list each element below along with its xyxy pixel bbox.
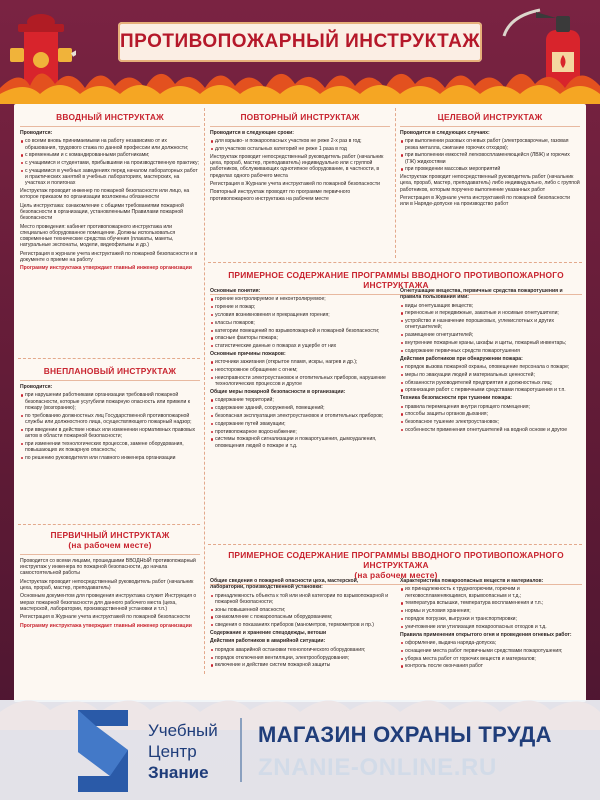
poster-title: ПРОТИВОПОЖАРНЫЙ ИНСТРУКТАЖ xyxy=(119,31,480,52)
list-item: меры по эвакуации людей и материальных ценностей; xyxy=(400,372,582,378)
list-item: при проведении массовых мероприятий xyxy=(400,166,580,172)
brand-name-line: Учебный xyxy=(148,721,218,740)
list-item: для взрыво- и пожароопасных участков не реже 2-х раз в год; xyxy=(210,138,390,144)
list-item: виды огнетушащих веществ; xyxy=(400,303,582,309)
section-title: ПРИМЕРНОЕ СОДЕРЖАНИЕ ПРОГРАММЫ ВВОДНОГО ПРОТИВОПОЖАРНОГО ИНСТРУКТАЖА xyxy=(228,270,564,290)
list-item: особенности применения огнетушителей на водной основе и другое xyxy=(400,427,582,433)
divider xyxy=(400,126,580,127)
group-heading: Содержание и хранение спецодежды, ветоши xyxy=(210,629,327,636)
section-repeated xyxy=(210,112,390,258)
registration-text: Регистрация в Журнале учета инструктажей по пожарной безопасности xyxy=(20,614,191,621)
list-item: организация работ с первичными средствами пожаротушения и т.п. xyxy=(400,387,582,393)
list-item: оснащение места работ первичными средствами пожаротушения; xyxy=(400,648,582,654)
list-item: со всеми вновь принимаемыми на работу независимо от их образования, трудового стажа по данной профессии или должности; xyxy=(20,138,200,150)
list-item: правила перемещения внутри горящего помещения; xyxy=(400,404,582,410)
group-heading: Правила применения открытого огня и проведения огневых работ: xyxy=(400,631,572,638)
row-divider xyxy=(208,544,582,545)
registration-text: Регистрация в журнале учета инструктажей по пожарной безопасности и в документе о приеме на работу xyxy=(20,250,198,263)
list-item: включение и действие систем пожарной защиты xyxy=(210,662,390,668)
list-item: при изменении технологических процессов, замене оборудования, повышающих их пожарную опасность; xyxy=(20,441,200,453)
list-item: переносные и передвижные, закатные и носимые огнетушители; xyxy=(400,310,582,316)
divider xyxy=(20,380,200,381)
section-program-workplace xyxy=(210,550,582,678)
group-heading: Общие сведения о пожарной опасности цеха, мастерской, лаборатории, производственной установки: xyxy=(210,578,359,591)
list-item: содержание первичных средств пожаротушения xyxy=(400,348,582,354)
list-item: при нарушении работниками организации требований пожарной безопасности, которые усугубили пожарную опасность или привели к пожару (возгоранию); xyxy=(20,392,200,411)
section-introductory xyxy=(20,112,200,356)
list-item: безопасная эксплуатация электроустановок и отопительных приборов; xyxy=(210,413,390,419)
divider xyxy=(20,126,200,127)
row-divider xyxy=(18,524,200,525)
goal-text: Цель инструктажа: ознакомление с общими требованиями пожарной безопасности в организации, установленными Правилами пожарной безопасности xyxy=(20,202,184,222)
place-text: Место проведения: кабинет противопожарного инструктажа или специально оборудованное помещение. Должны использоваться современные технические средства обучения (плакаты, макеты, натуральные экспонаты, модели, видеофильмы и др.) xyxy=(20,223,176,249)
group-heading: Огнетушащие вещества, первичные средства пожаротушения и правила пользования ими: xyxy=(400,288,563,301)
company-logo-icon xyxy=(58,704,148,798)
list-item: зоны повышенной опасности; xyxy=(210,607,390,613)
list-item: порядок аварийной остановки технологического оборудования; xyxy=(210,647,390,653)
terms-label: Проводится в следующие сроки: xyxy=(210,130,294,136)
divider xyxy=(210,126,390,127)
content-panel xyxy=(14,104,586,702)
group-heading: Основные причины пожаров: xyxy=(210,350,286,357)
section-program-introductory xyxy=(210,270,582,540)
row-divider xyxy=(18,358,200,359)
conducted-label: Проводится: xyxy=(20,130,53,136)
list-item: порядок отключения вентиляции, электрооборудования; xyxy=(210,655,390,661)
list-item: источники зажигания (открытое пламя, искры, нагрев и др.); xyxy=(210,359,390,365)
list-item: сведения о показаниях приборов (манометров, термометров и пр.) xyxy=(210,622,390,628)
program-note: Программу инструктажа утверждает главный инженер организации xyxy=(20,265,192,272)
list-item: системы пожарной сигнализации и пожаротушения, дымоудаления, оповещения людей о пожаре и т.д. xyxy=(210,436,390,448)
list-item: размещение огнетушителей; xyxy=(400,332,582,338)
section-subtitle: (на рабочем месте) xyxy=(68,540,152,550)
program-left-column xyxy=(210,288,390,450)
divider xyxy=(240,718,242,782)
cases-label: Проводится в следующих случаях: xyxy=(400,130,490,136)
list-item: опасные факторы пожара; xyxy=(210,335,390,341)
section-targeted xyxy=(400,112,580,258)
list-item: содержание территорий; xyxy=(210,397,390,403)
website-link[interactable]: ZNANIE-ONLINE.RU xyxy=(258,754,497,781)
column-divider xyxy=(204,108,205,674)
section-title: ПОВТОРНЫЙ ИНСТРУКТАЖ xyxy=(240,112,360,122)
list-item: с учащимися в учебных заведениях перед началом лабораторных работ и практических занятий в учебных лабораториях, мастерских, на участках и полигонах xyxy=(20,168,200,187)
conductor-text: Инструктаж проводит непосредственный руководитель работ (начальник цеха, прораб, мастер, преподаватель) либо индивидуально, либо с группой работников, которым поручено выполнение указанных работ xyxy=(400,174,580,193)
conductor-text: Инструктаж проводит непосредственный руководитель работ (начальник цеха, прораб, мастер, преподаватель) xyxy=(20,578,194,591)
flames-decoration xyxy=(0,58,600,104)
list-item: устройство и назначение порошковых, углекислотных и других огнетушителей; xyxy=(400,318,582,330)
intro-text: Проводится со всеми лицами, прошедшими ВВОДНЫЙ противопожарный инструктаж у инженера по пожарной безопасности, до начала самостоятельной работы xyxy=(20,558,196,577)
note-text: Повторный инструктаж проводят по программе первичного противопожарного инструктажа на рабочем месте xyxy=(210,189,351,202)
list-item: ознакомление с пожароопасным оборудованием; xyxy=(210,614,390,620)
section-primary xyxy=(20,530,200,678)
group-heading: Действия работников в аварийной ситуации: xyxy=(210,638,326,645)
brand-name xyxy=(148,720,248,783)
section-subtitle: (на рабочем месте) xyxy=(354,570,438,580)
group-heading: Действия работников при обнаружении пожара: xyxy=(400,355,523,362)
list-item: их принадлежность к трудногорючим, горючим и легковоспламеняющимся, взрывоопасным и т.д.; xyxy=(400,586,582,598)
list-item: горение контролируемое и неконтролируемое; xyxy=(210,296,390,302)
section-unscheduled xyxy=(20,366,200,520)
title-band xyxy=(118,22,482,62)
conducted-label: Проводится: xyxy=(20,384,53,390)
store-name: МАГАЗИН ОХРАНЫ ТРУДА xyxy=(258,722,552,747)
brand-name-line: Знание xyxy=(148,763,209,782)
list-item: содержание путей эвакуации; xyxy=(210,421,390,427)
list-item: безопасное тушение электроустановок; xyxy=(400,419,582,425)
list-item: с учащимися и студентами, прибывшими на производственную практику; xyxy=(20,160,200,166)
list-item: с временными и с командированными работниками; xyxy=(20,152,200,158)
list-item: горение и пожар; xyxy=(210,304,390,310)
list-item: уборка места работ от горючих веществ и материалов; xyxy=(400,656,582,662)
row-divider xyxy=(208,262,582,263)
list-item: условия возникновения и прекращения горения; xyxy=(210,312,390,318)
document-text: Основным документом для проведения инструктажа служит Инструкция о мерах пожарной безопасности для данного рабочего места (цеха, мастерской, лаборатории, производственной установки и т.п.) xyxy=(20,593,197,612)
list-item: для участков остальных категорий не реже 1 раза в год xyxy=(210,146,390,152)
list-item: статистические данные о пожарах и ущербе от них xyxy=(210,343,390,349)
list-item: температура вспышки, температура воспламенения и т.п.; xyxy=(400,600,582,606)
registration-text: Регистрация в Журнале учета инструктажей по пожарной безопасности или в Наряде-допуске на производство работ xyxy=(400,194,571,208)
list-item: по требованию должностных лиц Государственной противопожарной службы или должностного лица, осуществляющего пожарный надзор; xyxy=(20,413,200,425)
list-item: по решению руководителя или главного инженера организации xyxy=(20,455,200,461)
section-title: ПЕРВИЧНЫЙ ИНСТРУКТАЖ xyxy=(50,530,170,540)
divider xyxy=(20,554,200,555)
list-item: при выполнении емкостей легковоспламеняющейся (ЛВЖ) и горючих (ГЖ) жидкостями xyxy=(400,152,580,164)
list-item: нормы и условия хранения; xyxy=(400,608,582,614)
list-item: противопожарное водоснабжение; xyxy=(210,429,390,435)
program-right-column xyxy=(400,578,582,671)
program-left-column xyxy=(210,578,390,670)
list-item: при введении в действие новых или изменении нормативных правовых актов в области пожарной безопасности; xyxy=(20,427,200,439)
list-item: оформление, выдача наряда-допуска; xyxy=(400,640,582,646)
header xyxy=(0,0,600,100)
list-item: внутренние пожарные краны, шкафы и щиты, пожарный инвентарь; xyxy=(400,340,582,346)
list-item: неисправности электроустановок и отопительных приборов, нарушение технологических процессов и другое xyxy=(210,375,390,387)
list-item: способы защиты органов дыхания; xyxy=(400,411,582,417)
group-heading: Техника безопасности при тушении пожара: xyxy=(400,395,512,402)
conductor-text: Инструктаж проводит непосредственный руководитель работ (начальник цеха, прораб, мастер, преподаватель) индивидуально или с группой работников, обслуживающих однотипное оборудование, в частности, в пределах одного рабочего места xyxy=(210,153,384,179)
registration-text: Регистрация в Журнале учета инструктажей по пожарной безопасности xyxy=(210,180,381,187)
list-item: контроль после окончания работ xyxy=(400,663,582,669)
program-note: Программу инструктажа утверждает главный инженер организации xyxy=(20,622,192,629)
list-item: обязанности руководителей предприятия и должностных лиц; xyxy=(400,380,582,386)
group-heading: Основные понятия: xyxy=(210,288,261,294)
list-item: порядок погрузки, выгрузки и транспортировки; xyxy=(400,616,582,622)
section-title: ЦЕЛЕВОЙ ИНСТРУКТАЖ xyxy=(437,112,543,122)
list-item: принадлежность объекта к той или иной категории по взрывопожарной и пожарной безопасности; xyxy=(210,593,390,605)
group-heading: Общие меры пожарной безопасности в организации: xyxy=(210,388,346,395)
list-item: классы пожаров; xyxy=(210,320,390,326)
list-item: неосторожное обращение с огнем; xyxy=(210,367,390,373)
section-title: ВВОДНЫЙ ИНСТРУКТАЖ xyxy=(56,112,164,122)
conductor-text: Инструктаж проводит инженер по пожарной безопасности или лицо, на которое приказом по организации возложены обязанности xyxy=(20,188,190,201)
group-heading: Характеристика пожароопасных веществ и материалов: xyxy=(400,578,544,584)
list-item: категории помещений по взрывопожарной и пожарной безопасности; xyxy=(210,328,390,334)
column-divider xyxy=(395,108,396,258)
list-item: содержание зданий, сооружений, помещений; xyxy=(210,405,390,411)
list-item: при выполнении разовых огневых работ (электросварочные, газовая резка металла, сжигание горючих отходов); xyxy=(400,138,580,150)
brand-name-line: Центр xyxy=(148,742,197,761)
list-item: порядок вызова пожарной охраны, оповещение персонала о пожаре; xyxy=(400,364,582,370)
program-right-column xyxy=(400,288,582,435)
list-item: уничтожение или утилизация пожароопасных отходов и т.д. xyxy=(400,624,582,630)
brand-banner xyxy=(0,700,600,800)
section-title: ПРИМЕРНОЕ СОДЕРЖАНИЕ ПРОГРАММЫ ВВОДНОГО ПРОТИВОПОЖАРНОГО ИНСТРУКТАЖА xyxy=(228,550,564,570)
section-title: ВНЕПЛАНОВЫЙ ИНСТРУКТАЖ xyxy=(43,366,177,376)
